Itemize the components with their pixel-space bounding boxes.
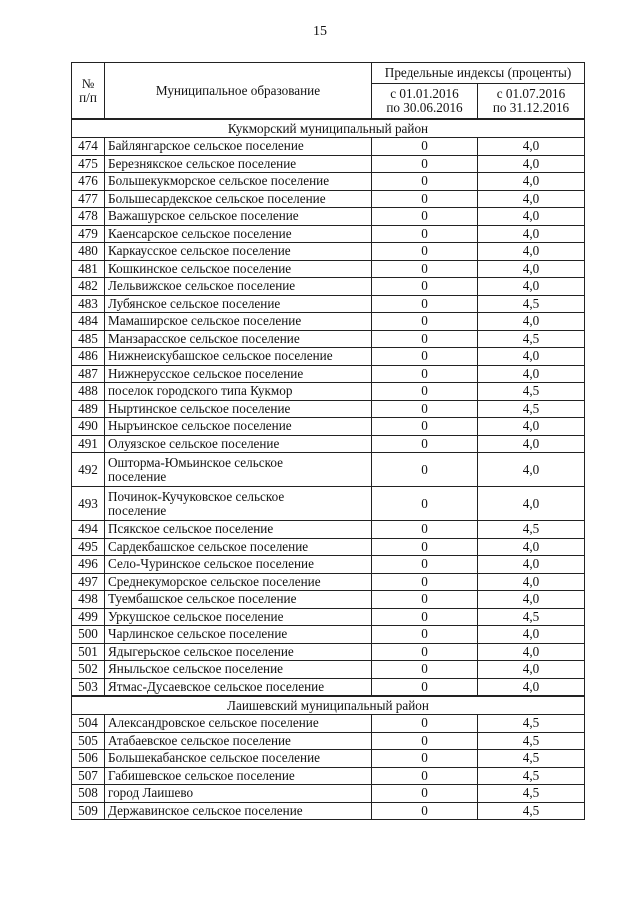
period1-header [372, 84, 478, 120]
row-number: 475 [72, 155, 105, 173]
index-period1: 0 [372, 750, 478, 768]
table-row [72, 348, 585, 366]
municipality-name: Чарлинское сельское поселение [105, 626, 372, 644]
period1-header-line2: по 30.06.2016 [386, 100, 463, 115]
index-period2: 4,5 [478, 715, 585, 733]
index-period2: 4,0 [478, 348, 585, 366]
row-number: 478 [72, 208, 105, 226]
table-row [72, 313, 585, 331]
table-row [72, 278, 585, 296]
index-period1: 0 [372, 573, 478, 591]
table-row [72, 173, 585, 191]
index-period1: 0 [372, 521, 478, 539]
table-row [72, 435, 585, 453]
table-row [72, 243, 585, 261]
period2-header-line2: по 31.12.2016 [492, 100, 570, 115]
row-number: 481 [72, 260, 105, 278]
municipality-name: Нижнерусское сельское поселение [105, 365, 372, 383]
tariff-index-table [71, 62, 585, 820]
table-row [72, 365, 585, 383]
municipality-name: Олуязское сельское поселение [105, 435, 372, 453]
index-period2: 4,0 [478, 453, 585, 487]
index-period2: 4,0 [478, 435, 585, 453]
table-row [72, 732, 585, 750]
municipality-name-line1: Ошторма-Юмьинское сельское [108, 454, 283, 470]
index-period1: 0 [372, 348, 478, 366]
index-period1: 0 [372, 155, 478, 173]
index-period1: 0 [372, 435, 478, 453]
index-period1: 0 [372, 661, 478, 679]
row-number: 483 [72, 295, 105, 313]
index-period2: 4,5 [478, 330, 585, 348]
table-row [72, 225, 585, 243]
index-period1: 0 [372, 678, 478, 696]
table-row [72, 661, 585, 679]
index-period2: 4,0 [478, 173, 585, 191]
index-period1: 0 [372, 626, 478, 644]
index-period2: 4,0 [478, 591, 585, 609]
municipality-name: Атабаевское сельское поселение [105, 732, 372, 750]
table-row [72, 802, 585, 820]
municipality-name: Лельвижское сельское поселение [105, 278, 372, 296]
number-header-line1: № [81, 75, 95, 91]
index-period1: 0 [372, 453, 478, 487]
municipality-name: Туембашское сельское поселение [105, 591, 372, 609]
row-number: 474 [72, 138, 105, 156]
index-period2: 4,0 [478, 138, 585, 156]
municipality-name: Березнякское сельское поселение [105, 155, 372, 173]
municipality-name: Большесардекское сельское поселение [105, 190, 372, 208]
municipality-name [105, 487, 372, 521]
index-period2: 4,0 [478, 573, 585, 591]
district-name: Кукморский муниципальный район [72, 119, 585, 138]
table-row [72, 155, 585, 173]
municipality-name: Державинское сельское поселение [105, 802, 372, 820]
row-number: 480 [72, 243, 105, 261]
row-number: 494 [72, 521, 105, 539]
row-number: 479 [72, 225, 105, 243]
municipality-name: Село-Чуринское сельское поселение [105, 556, 372, 574]
index-period1: 0 [372, 383, 478, 401]
table-row [72, 190, 585, 208]
table-row [72, 521, 585, 539]
municipality-name: поселок городского типа Кукмор [105, 383, 372, 401]
municipality-name: Среднекуморское сельское поселение [105, 573, 372, 591]
indices-group-header: Предельные индексы (проценты) [372, 63, 585, 84]
municipality-name: Лубянское сельское поселение [105, 295, 372, 313]
table-row [72, 138, 585, 156]
index-period2: 4,5 [478, 400, 585, 418]
municipality-name: Сардекбашское сельское поселение [105, 538, 372, 556]
district-row [72, 119, 585, 138]
index-period1: 0 [372, 487, 478, 521]
period2-header-line1: с 01.07.2016 [496, 86, 566, 101]
row-number: 492 [72, 453, 105, 487]
row-number: 486 [72, 348, 105, 366]
row-number: 496 [72, 556, 105, 574]
index-period2: 4,0 [478, 626, 585, 644]
table-row [72, 400, 585, 418]
index-period1: 0 [372, 556, 478, 574]
table-row [72, 556, 585, 574]
municipality-name: Ятмас-Дусаевское сельское поселение [105, 678, 372, 696]
index-period1: 0 [372, 643, 478, 661]
row-number: 501 [72, 643, 105, 661]
municipality-name: Яныльское сельское поселение [105, 661, 372, 679]
index-period1: 0 [372, 138, 478, 156]
row-number: 507 [72, 767, 105, 785]
index-period2: 4,0 [478, 243, 585, 261]
index-period1: 0 [372, 767, 478, 785]
index-period2: 4,0 [478, 487, 585, 521]
row-number: 490 [72, 418, 105, 436]
index-period2: 4,5 [478, 521, 585, 539]
index-period1: 0 [372, 225, 478, 243]
page-number: 15 [313, 24, 327, 39]
index-period1: 0 [372, 365, 478, 383]
row-number: 476 [72, 173, 105, 191]
table-row [72, 591, 585, 609]
row-number: 489 [72, 400, 105, 418]
table-row [72, 643, 585, 661]
municipality-name: Манзарасское сельское поселение [105, 330, 372, 348]
row-number: 495 [72, 538, 105, 556]
municipality-name: Важашурское сельское поселение [105, 208, 372, 226]
municipality-name: Большекабанское сельское поселение [105, 750, 372, 768]
table-row [72, 487, 585, 521]
index-period2: 4,0 [478, 538, 585, 556]
index-period2: 4,5 [478, 383, 585, 401]
table-row [72, 538, 585, 556]
index-period2: 4,5 [478, 767, 585, 785]
index-period1: 0 [372, 313, 478, 331]
row-number: 491 [72, 435, 105, 453]
row-number: 503 [72, 678, 105, 696]
row-number: 509 [72, 802, 105, 820]
index-period2: 4,0 [478, 155, 585, 173]
index-period2: 4,5 [478, 750, 585, 768]
municipality-name: Байлянгарское сельское поселение [105, 138, 372, 156]
index-period2: 4,0 [478, 278, 585, 296]
index-period2: 4,0 [478, 365, 585, 383]
index-period1: 0 [372, 732, 478, 750]
period1-header-line1: с 01.01.2016 [390, 86, 459, 101]
index-period1: 0 [372, 278, 478, 296]
index-period1: 0 [372, 208, 478, 226]
municipality-name: Габишевское сельское поселение [105, 767, 372, 785]
municipality-name: Ныръинское сельское поселение [105, 418, 372, 436]
row-number: 504 [72, 715, 105, 733]
index-period2: 4,5 [478, 802, 585, 820]
municipality-name [105, 453, 372, 487]
municipality-name: Александровское сельское поселение [105, 715, 372, 733]
table-row [72, 626, 585, 644]
index-period1: 0 [372, 173, 478, 191]
number-header-line2: п/п [79, 89, 97, 105]
index-period1: 0 [372, 400, 478, 418]
table-row [72, 678, 585, 696]
table-row [72, 767, 585, 785]
index-period2: 4,0 [478, 260, 585, 278]
row-number: 493 [72, 487, 105, 521]
index-period2: 4,5 [478, 295, 585, 313]
municipality-name: Ядыгерьское сельское поселение [105, 643, 372, 661]
row-number: 506 [72, 750, 105, 768]
table-row [72, 383, 585, 401]
row-number: 498 [72, 591, 105, 609]
district-row [72, 696, 585, 715]
period2-header [478, 84, 585, 120]
index-period2: 4,0 [478, 678, 585, 696]
index-period2: 4,0 [478, 313, 585, 331]
municipality-name-line2: поселение [108, 468, 167, 484]
row-number: 499 [72, 608, 105, 626]
row-number: 508 [72, 785, 105, 803]
index-period1: 0 [372, 591, 478, 609]
table-row [72, 418, 585, 436]
table-header [72, 63, 585, 120]
row-number: 502 [72, 661, 105, 679]
row-number: 488 [72, 383, 105, 401]
index-period1: 0 [372, 802, 478, 820]
table-row [72, 330, 585, 348]
index-period1: 0 [372, 418, 478, 436]
municipality-name: Уркушское сельское поселение [105, 608, 372, 626]
table-row [72, 608, 585, 626]
index-period1: 0 [372, 538, 478, 556]
table-row [72, 785, 585, 803]
index-period1: 0 [372, 260, 478, 278]
municipality-name-line2: поселение [108, 502, 167, 518]
index-period2: 4,0 [478, 208, 585, 226]
index-period2: 4,0 [478, 661, 585, 679]
row-number: 482 [72, 278, 105, 296]
municipality-name: Большекукморское сельское поселение [105, 173, 372, 191]
row-number: 477 [72, 190, 105, 208]
index-period1: 0 [372, 330, 478, 348]
table-row [72, 573, 585, 591]
municipality-name-line1: Починок-Кучуковское сельское [108, 488, 285, 504]
municipality-name: Мамаширское сельское поселение [105, 313, 372, 331]
index-period2: 4,0 [478, 418, 585, 436]
index-period2: 4,5 [478, 785, 585, 803]
index-period2: 4,0 [478, 225, 585, 243]
row-number: 500 [72, 626, 105, 644]
district-name: Лаишевский муниципальный район [72, 696, 585, 715]
index-period2: 4,5 [478, 732, 585, 750]
index-period1: 0 [372, 608, 478, 626]
row-number: 487 [72, 365, 105, 383]
municipality-name: Каенсарское сельское поселение [105, 225, 372, 243]
municipality-name: Каркаусское сельское поселение [105, 243, 372, 261]
municipality-name: Псякское сельское поселение [105, 521, 372, 539]
table-row [72, 208, 585, 226]
municipality-name: Ныртинское сельское поселение [105, 400, 372, 418]
municipality-name: город Лаишево [105, 785, 372, 803]
row-number: 485 [72, 330, 105, 348]
table-row [72, 750, 585, 768]
table-row [72, 260, 585, 278]
table-row [72, 453, 585, 487]
municipality-name: Нижнеискубашское сельское поселение [105, 348, 372, 366]
table-row [72, 295, 585, 313]
municipality-column-header: Муниципальное образование [105, 63, 372, 120]
index-period1: 0 [372, 785, 478, 803]
index-period2: 4,5 [478, 608, 585, 626]
row-number: 484 [72, 313, 105, 331]
index-period2: 4,0 [478, 190, 585, 208]
index-period2: 4,0 [478, 643, 585, 661]
number-column-header [72, 63, 105, 120]
table-row [72, 715, 585, 733]
row-number: 505 [72, 732, 105, 750]
row-number: 497 [72, 573, 105, 591]
index-period1: 0 [372, 190, 478, 208]
municipality-name: Кошкинское сельское поселение [105, 260, 372, 278]
index-period2: 4,0 [478, 556, 585, 574]
table-body [72, 119, 585, 820]
index-period1: 0 [372, 715, 478, 733]
index-period1: 0 [372, 295, 478, 313]
index-period1: 0 [372, 243, 478, 261]
